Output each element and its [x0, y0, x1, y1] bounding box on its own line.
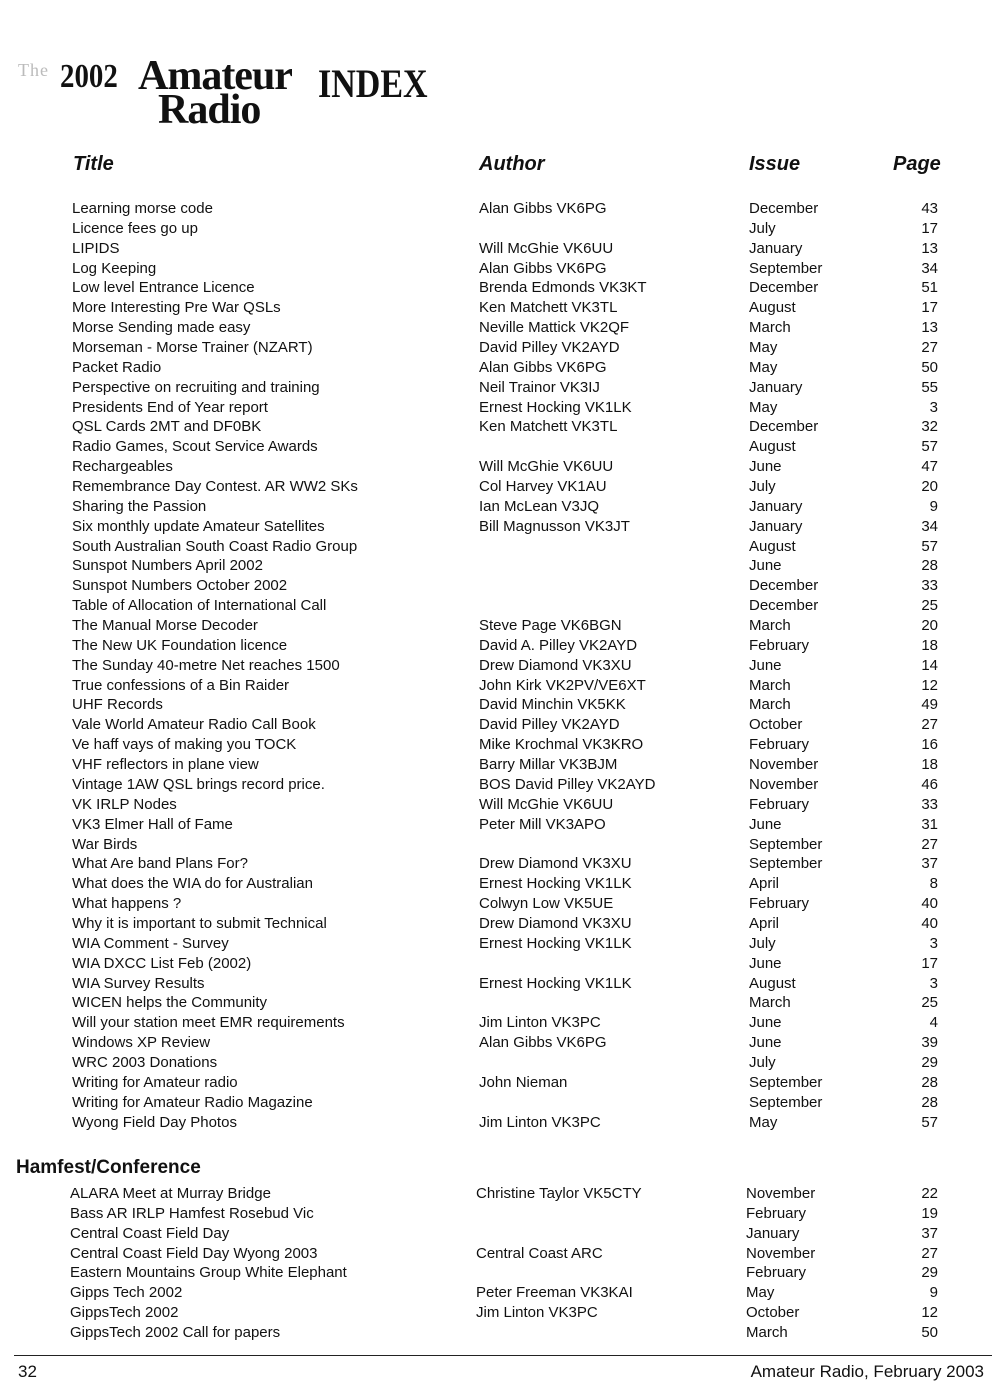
entry-page: 18 [921, 636, 938, 654]
entry-author: Brenda Edmonds VK3KT [479, 279, 647, 297]
entry-page: 17 [921, 299, 938, 317]
entry-page: 13 [921, 319, 938, 337]
entry-issue: July [749, 478, 776, 496]
entry-title: Central Coast Field Day Wyong 2003 [70, 1244, 318, 1262]
entry-page: 14 [921, 656, 938, 674]
entry-issue: February [749, 636, 810, 654]
index-row [0, 398, 1000, 418]
entry-page: 18 [921, 756, 938, 774]
entry-page: 39 [921, 1034, 938, 1052]
entry-page: 3 [929, 398, 938, 416]
entry-author: Ernest Hocking VK1LK [479, 934, 632, 952]
entry-title: South Australian South Coast Radio Group [72, 537, 358, 555]
footer-magazine: Amateur Radio, February 2003 [750, 1362, 984, 1381]
entry-issue: May [749, 339, 778, 357]
entry-title: The New UK Foundation licence [72, 636, 288, 654]
entry-page: 57 [921, 438, 938, 456]
entry-issue: December [749, 577, 819, 595]
index-row [0, 1184, 1000, 1204]
entry-author: Peter Freeman VK3KAI [476, 1284, 633, 1302]
entry-page: 33 [921, 795, 938, 813]
entry-issue: July [749, 934, 776, 952]
index-row [0, 636, 1000, 656]
entry-title: More Interesting Pre War QSLs [72, 299, 281, 317]
entry-issue: May [749, 398, 778, 416]
entry-author: John Nieman [479, 1073, 568, 1091]
hamfest-list [0, 1184, 1000, 1343]
entry-author: Steve Page VK6BGN [479, 617, 622, 635]
entry-title: What Are band Plans For? [72, 855, 248, 873]
entry-title: Sharing the Passion [72, 497, 207, 515]
entry-issue: February [749, 795, 810, 813]
entry-author: Neville Mattick VK2QF [479, 319, 630, 337]
index-row [0, 854, 1000, 874]
entry-title: VK IRLP Nodes [72, 795, 177, 813]
entry-author: Alan Gibbs VK6PG [479, 358, 607, 376]
entry-issue: September [749, 259, 823, 277]
index-row [0, 219, 1000, 239]
entry-page: 27 [921, 716, 938, 734]
entry-author: Ian McLean V3JQ [479, 497, 600, 515]
entry-author: Alan Gibbs VK6PG [479, 259, 607, 277]
entry-issue: May [749, 358, 778, 376]
index-row [0, 517, 1000, 537]
index-row [0, 1263, 1000, 1283]
entry-title: What happens ? [72, 895, 182, 913]
entry-title: Windows XP Review [72, 1034, 211, 1052]
entry-issue: May [749, 1113, 778, 1131]
entry-issue: June [749, 1034, 782, 1052]
entry-page: 9 [929, 497, 938, 515]
index-row [0, 1283, 1000, 1303]
entry-author: Colwyn Low VK5UE [479, 895, 614, 913]
entry-page: 49 [921, 696, 938, 714]
entry-issue: February [749, 736, 810, 754]
entry-issue: July [749, 219, 776, 237]
index-row [0, 715, 1000, 735]
entry-page: 43 [921, 200, 938, 217]
entry-page: 29 [921, 1053, 938, 1071]
column-header-issue: Issue [749, 153, 801, 175]
entry-issue: December [749, 279, 819, 297]
entry-issue: June [749, 458, 782, 476]
entry-page: 25 [921, 994, 938, 1012]
entry-title: Learning morse code [72, 200, 213, 217]
entry-title: Central Coast Field Day [70, 1224, 230, 1242]
entry-issue: November [746, 1244, 816, 1262]
entry-page: 47 [921, 458, 938, 476]
entry-page: 13 [921, 239, 938, 257]
entry-title: Will your station meet EMR requirements [72, 1014, 345, 1032]
entry-title: Perspective on recruiting and training [72, 378, 320, 396]
index-row [0, 954, 1000, 974]
entry-page: 32 [921, 418, 938, 436]
index-row [0, 318, 1000, 338]
entry-author: Ernest Hocking VK1LK [479, 875, 632, 893]
index-row [0, 199, 1000, 219]
entry-title: Table of Allocation of International Call [72, 597, 327, 615]
entry-title: Sunspot Numbers April 2002 [72, 557, 263, 575]
entry-title: ALARA Meet at Murray Bridge [70, 1185, 271, 1202]
entry-author: Christine Taylor VK5CTY [476, 1185, 642, 1202]
entry-page: 8 [929, 875, 938, 893]
index-row [0, 974, 1000, 994]
entry-author: Will McGhie VK6UU [479, 239, 614, 257]
index-row [0, 537, 1000, 557]
entry-issue: March [749, 994, 791, 1012]
entry-title: VK3 Elmer Hall of Fame [72, 815, 233, 833]
entry-title: Low level Entrance Licence [72, 279, 255, 297]
entry-issue: June [749, 1014, 782, 1032]
index-row [0, 735, 1000, 755]
entry-author: Will McGhie VK6UU [479, 458, 614, 476]
index-row [0, 656, 1000, 676]
entry-title: The Manual Morse Decoder [72, 617, 258, 635]
entry-title: QSL Cards 2MT and DF0BK [72, 418, 262, 436]
entry-title: Wyong Field Day Photos [72, 1113, 237, 1131]
index-row [0, 695, 1000, 715]
index-row [0, 993, 1000, 1013]
entry-issue: March [749, 617, 791, 635]
entry-issue: November [749, 756, 819, 774]
index-row [0, 497, 1000, 517]
entry-page: 17 [921, 954, 938, 972]
entry-title: War Birds [72, 835, 138, 853]
entry-issue: December [749, 418, 819, 436]
index-row [0, 1033, 1000, 1053]
entry-title: LIPIDS [72, 239, 120, 257]
index-row [0, 815, 1000, 835]
index-row [0, 835, 1000, 855]
entry-issue: January [749, 517, 803, 535]
entry-issue: July [749, 1053, 776, 1071]
entry-author: Alan Gibbs VK6PG [479, 1034, 607, 1052]
index-row [0, 934, 1000, 954]
index-row [0, 358, 1000, 378]
masthead-year: 2002 [60, 58, 118, 95]
index-row [0, 278, 1000, 298]
entry-page: 25 [921, 597, 938, 615]
entry-page: 20 [921, 478, 938, 496]
entry-issue: June [749, 815, 782, 833]
entry-title: WIA DXCC List Feb (2002) [72, 954, 252, 972]
index-row [0, 1303, 1000, 1323]
entry-issue: June [749, 656, 782, 674]
entry-author: David Pilley VK2AYD [479, 716, 620, 734]
entry-title: Remembrance Day Contest. AR WW2 SKs [72, 478, 358, 496]
entry-page: 34 [921, 259, 938, 277]
entry-page: 50 [921, 358, 938, 376]
entry-page: 3 [929, 974, 938, 992]
entry-issue: March [749, 676, 791, 694]
entry-author: Col Harvey VK1AU [479, 478, 607, 496]
index-row [0, 894, 1000, 914]
index-row [0, 576, 1000, 596]
entry-page: 50 [921, 1324, 938, 1342]
entry-issue: August [749, 974, 796, 992]
index-row [0, 795, 1000, 815]
entry-issue: February [746, 1204, 807, 1222]
entry-author: David Minchin VK5KK [479, 696, 626, 714]
entry-author: Drew Diamond VK3XU [479, 914, 632, 932]
entry-issue: March [746, 1324, 788, 1342]
entry-issue: October [749, 716, 803, 734]
entry-issue: September [749, 855, 823, 873]
index-row [0, 378, 1000, 398]
index-row [0, 596, 1000, 616]
entry-page: 20 [921, 617, 938, 635]
entry-issue: December [749, 200, 819, 217]
entry-title: Radio Games, Scout Service Awards [72, 438, 318, 456]
index-row [0, 1244, 1000, 1264]
entry-title: Log Keeping [72, 259, 157, 277]
entry-title: The Sunday 40-metre Net reaches 1500 [72, 656, 340, 674]
entry-issue: June [749, 557, 782, 575]
index-row [0, 1224, 1000, 1244]
entry-title: GippsTech 2002 [70, 1304, 179, 1322]
entry-title: WIA Survey Results [72, 974, 205, 992]
entry-page: 27 [921, 1244, 938, 1262]
entry-author: David A. Pilley VK2AYD [479, 636, 638, 654]
masthead-amateur: Amateur [138, 53, 292, 99]
entry-title: Morseman - Morse Trainer (NZART) [72, 339, 313, 357]
entry-issue: November [746, 1185, 816, 1202]
entry-issue: March [749, 696, 791, 714]
entry-issue: May [746, 1284, 775, 1302]
entry-page: 51 [921, 279, 938, 297]
index-row [0, 239, 1000, 259]
entry-issue: January [749, 239, 803, 257]
entry-issue: December [749, 597, 819, 615]
entry-author: Ken Matchett VK3TL [479, 299, 618, 317]
entry-page: 57 [921, 537, 938, 555]
entry-page: 22 [921, 1185, 938, 1202]
entry-title: Writing for Amateur Radio Magazine [72, 1093, 313, 1111]
index-row [0, 616, 1000, 636]
index-row [0, 556, 1000, 576]
index-row [0, 874, 1000, 894]
entry-author: Jim Linton VK3PC [479, 1014, 601, 1032]
entry-page: 12 [921, 1304, 938, 1322]
entry-issue: February [746, 1264, 807, 1282]
entry-author: Jim Linton VK3PC [476, 1304, 598, 1322]
entry-title: What does the WIA do for Australian [72, 875, 313, 893]
entry-issue: September [749, 1093, 823, 1111]
entry-issue: January [749, 497, 803, 515]
index-row [0, 775, 1000, 795]
index-row [0, 437, 1000, 457]
entry-author: Peter Mill VK3APO [479, 815, 606, 833]
entry-page: 40 [921, 895, 938, 913]
index-row [0, 755, 1000, 775]
entry-page: 16 [921, 736, 938, 754]
entry-page: 27 [921, 835, 938, 853]
index-row [0, 914, 1000, 934]
entry-title: WIA Comment - Survey [72, 934, 229, 952]
entry-title: Eastern Mountains Group White Elephant [70, 1264, 347, 1282]
entry-title: WICEN helps the Community [72, 994, 268, 1012]
entry-author: Alan Gibbs VK6PG [479, 200, 607, 217]
entry-title: Why it is important to submit Technical [72, 914, 327, 932]
entry-title: Bass AR IRLP Hamfest Rosebud Vic [70, 1204, 314, 1222]
entry-author: David Pilley VK2AYD [479, 339, 620, 357]
entry-page: 9 [929, 1284, 938, 1302]
entry-page: 28 [921, 1093, 938, 1111]
entry-author: BOS David Pilley VK2AYD [479, 775, 656, 793]
entry-page: 40 [921, 914, 938, 932]
entry-issue: February [749, 895, 810, 913]
index-row [0, 1113, 1000, 1133]
entry-page: 31 [921, 815, 938, 833]
entry-issue: August [749, 299, 796, 317]
column-header-page: Page [893, 153, 941, 175]
section-heading-hamfest: Hamfest/Conference [16, 1157, 201, 1178]
entry-page: 27 [921, 339, 938, 357]
entry-title: Presidents End of Year report [72, 398, 268, 416]
index-row [0, 298, 1000, 318]
index-row [0, 676, 1000, 696]
masthead [18, 52, 438, 132]
footer-page-number: 32 [18, 1362, 37, 1381]
entry-issue: June [749, 954, 782, 972]
entry-page: 12 [921, 676, 938, 694]
entry-title: Six monthly update Amateur Satellites [72, 517, 325, 535]
index-row [0, 417, 1000, 437]
footer-divider [14, 1355, 992, 1356]
entry-title: Writing for Amateur radio [72, 1073, 238, 1091]
entry-title: Vale World Amateur Radio Call Book [72, 716, 316, 734]
entry-author: Central Coast ARC [476, 1244, 603, 1262]
entry-title: True confessions of a Bin Raider [72, 676, 290, 694]
column-header-author: Author [479, 153, 545, 175]
entry-author: John Kirk VK2PV/VE6XT [479, 676, 646, 694]
entry-author: Bill Magnusson VK3JT [479, 517, 630, 535]
entry-page: 29 [921, 1264, 938, 1282]
entry-title: GippsTech 2002 Call for papers [70, 1324, 281, 1342]
entry-author: Will McGhie VK6UU [479, 795, 614, 813]
entry-author: Ernest Hocking VK1LK [479, 974, 632, 992]
entry-issue: October [746, 1304, 800, 1322]
entry-title: WRC 2003 Donations [72, 1053, 218, 1071]
entry-issue: April [749, 875, 780, 893]
entry-title: Packet Radio [72, 358, 162, 376]
entry-issue: January [749, 378, 803, 396]
entry-page: 33 [921, 577, 938, 595]
entry-author: Neil Trainor VK3IJ [479, 378, 600, 396]
entry-author: Ernest Hocking VK1LK [479, 398, 632, 416]
entry-page: 19 [921, 1204, 938, 1222]
index-row [0, 1053, 1000, 1073]
index-row [0, 259, 1000, 279]
entry-issue: April [749, 914, 780, 932]
masthead-radio: Radio [158, 87, 261, 133]
entry-issue: January [746, 1224, 800, 1242]
entry-author: Ken Matchett VK3TL [479, 418, 618, 436]
entry-title: Rechargeables [72, 458, 173, 476]
entry-issue: September [749, 835, 823, 853]
entry-page: 37 [921, 1224, 938, 1242]
entry-issue: November [749, 775, 819, 793]
entry-author: Drew Diamond VK3XU [479, 656, 632, 674]
entry-page: 55 [921, 378, 938, 396]
entry-author: Drew Diamond VK3XU [479, 855, 632, 873]
index-row [0, 1073, 1000, 1093]
entry-page: 28 [921, 557, 938, 575]
entry-page: 37 [921, 855, 938, 873]
entry-title: Ve haff vays of making you TOCK [72, 736, 297, 754]
entry-issue: March [749, 319, 791, 337]
entry-page: 57 [921, 1113, 938, 1131]
entry-issue: August [749, 438, 796, 456]
entry-title: Morse Sending made easy [72, 319, 251, 337]
entry-page: 46 [921, 775, 938, 793]
entry-title: Licence fees go up [72, 219, 198, 237]
entry-author: Barry Millar VK3BJM [479, 756, 618, 774]
entry-title: Vintage 1AW QSL brings record price. [72, 775, 325, 793]
entry-page: 34 [921, 517, 938, 535]
entry-page: 17 [921, 219, 938, 237]
entry-title: VHF reflectors in plane view [72, 756, 259, 774]
entry-author: Jim Linton VK3PC [479, 1113, 601, 1131]
entry-page: 4 [929, 1014, 938, 1032]
index-row [0, 1013, 1000, 1033]
index-row [0, 477, 1000, 497]
entry-title: Sunspot Numbers October 2002 [72, 577, 288, 595]
masthead-the: The [18, 60, 49, 80]
index-row [0, 1093, 1000, 1113]
entry-title: Gipps Tech 2002 [70, 1284, 183, 1302]
entry-issue: September [749, 1073, 823, 1091]
entry-author: Mike Krochmal VK3KRO [479, 736, 644, 754]
column-header-title: Title [73, 153, 114, 175]
index-row [0, 338, 1000, 358]
entry-title: UHF Records [72, 696, 163, 714]
entry-page: 3 [929, 934, 938, 952]
entry-issue: August [749, 537, 796, 555]
index-row [0, 457, 1000, 477]
masthead-index: INDEX [318, 61, 428, 106]
entry-page: 28 [921, 1073, 938, 1091]
index-list [0, 199, 1000, 1132]
index-row [0, 1204, 1000, 1224]
index-row [0, 1323, 1000, 1343]
